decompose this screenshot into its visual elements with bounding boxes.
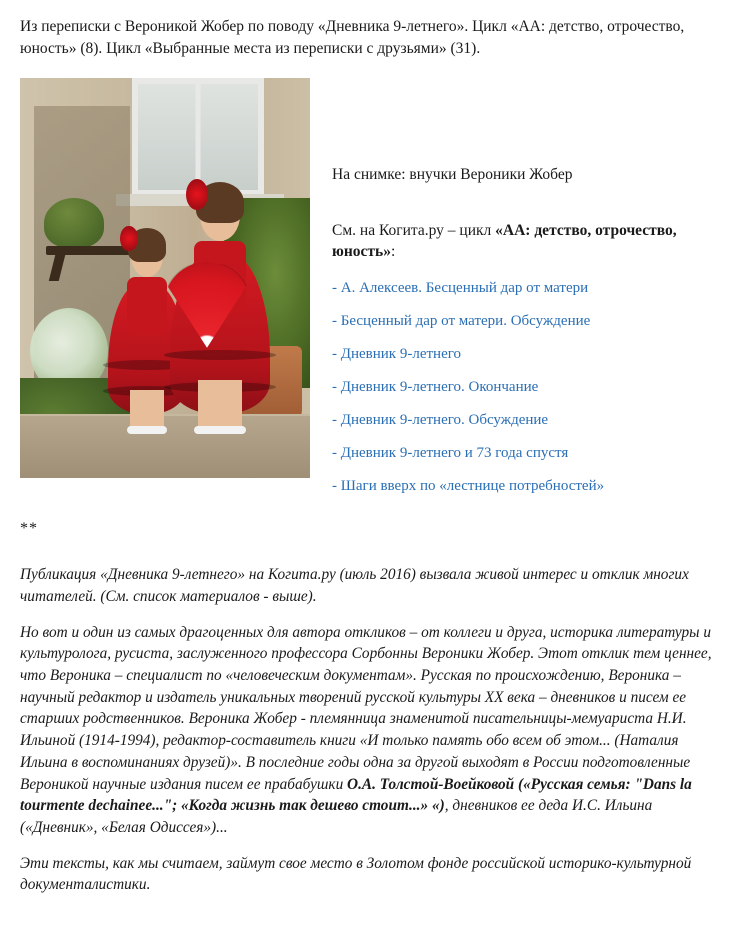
paragraph-veronique-part1: Но вот и один из самых драгоценных для автора откликов – от коллеги и друга, историка литературы и культуролога, русиста, заслуженного профессора Сорбонны Вероники Жобер. Этот отклик тем ценнее, что Вероника – специалист по «человеческим документам». Русская по происхождению, Вероника – научный редактор и издатель уникальных творений русской культуры ХХ века – дневников и писем ее старших родственников. Вероника Жобер - племянница знаменитой писательницы-мемуариста Н.И. Ильиной (1914-1994), редактор-составитель книги «И только память обо всем об этом... (Наталия Ильина в воспоминаниях друзей)». В последние годы одна за другой выходят в России подготовленные Вероникой научные издания писем ее прабабушки — [20, 623, 712, 793]
media-row — [20, 78, 721, 510]
photo-caption: На снимке: внучки Вероники Жобер — [332, 166, 573, 183]
paragraph-veronique-bold: О.А. Толстой-Воейковой («Русская семья: "Dans la tourmente dechainee..."; «Когда жизнь так дешево стоит...» «) — [20, 775, 692, 815]
paragraph-veronique-tail: , дневников ее деда И.С. Ильина («Дневник», «Белая Одиссея»)... — [20, 797, 653, 836]
paragraph-publication: Публикация «Дневника 9-летнего» на Когита.ру (июль 2016) вызвала живой интерес и отклик многих читателей. (См. список материалов - выше). — [20, 566, 689, 605]
link-dash: - — [332, 280, 337, 297]
list-item — [332, 411, 721, 429]
photo-side-column — [332, 78, 721, 510]
link-dash: - — [332, 412, 337, 429]
list-item — [332, 312, 721, 330]
see-also-line — [332, 220, 721, 263]
photo-hairflower-older — [186, 179, 208, 210]
photo-torso-younger — [127, 277, 168, 336]
link-dash: - — [332, 346, 337, 363]
photo-plant-upper-left — [44, 198, 104, 248]
paragraph-conclusion: Эти тексты, как мы считаем, займут свое место в Золотом фонде российской историко-культурной документалистики. — [20, 854, 692, 894]
see-also-prefix: См. на Когита.ру – цикл — [332, 221, 496, 239]
see-also-cycle-title: «АА: детство, отрочество, юность» — [332, 221, 677, 261]
list-item — [332, 444, 721, 462]
related-link[interactable]: Дневник 9-летнего и 73 года спустя — [340, 445, 569, 462]
intro-paragraph: Из переписки с Вероникой Жобер по поводу «Дневника 9-летнего». Цикл «АА: детство, отрочество, юность» (8). Цикл «Выбранные места из переписки с друзьями» (31). — [20, 18, 685, 57]
related-link[interactable]: Шаги вверх по «лестнице потребностей» — [340, 478, 605, 495]
related-link[interactable]: А. Алексеев. Бесценный дар от матери — [340, 280, 589, 297]
list-item — [332, 378, 721, 396]
list-item — [332, 279, 721, 297]
related-link[interactable]: Дневник 9-летнего. Окончание — [340, 379, 539, 396]
photo-girls — [20, 78, 310, 478]
see-also-suffix: : — [390, 243, 396, 261]
link-dash: - — [332, 445, 337, 462]
list-item — [332, 477, 721, 495]
photo-legs-older — [198, 380, 242, 432]
related-link[interactable]: Дневник 9-летнего. Обсуждение — [340, 412, 549, 429]
related-links-list — [332, 279, 721, 495]
related-link[interactable]: Дневник 9-летнего — [340, 346, 461, 363]
photo-hairflower-younger — [120, 226, 137, 251]
photo-shoes-older — [194, 426, 246, 434]
photo-girl-older — [170, 174, 270, 432]
photo-shoes-younger — [127, 426, 168, 434]
paragraph-veronique — [20, 622, 721, 839]
related-link[interactable]: Бесценный дар от матери. Обсуждение — [340, 313, 591, 330]
section-separator: ** — [20, 520, 38, 538]
link-dash: - — [332, 313, 337, 330]
list-item — [332, 345, 721, 363]
link-dash: - — [332, 379, 337, 396]
link-dash: - — [332, 478, 337, 495]
